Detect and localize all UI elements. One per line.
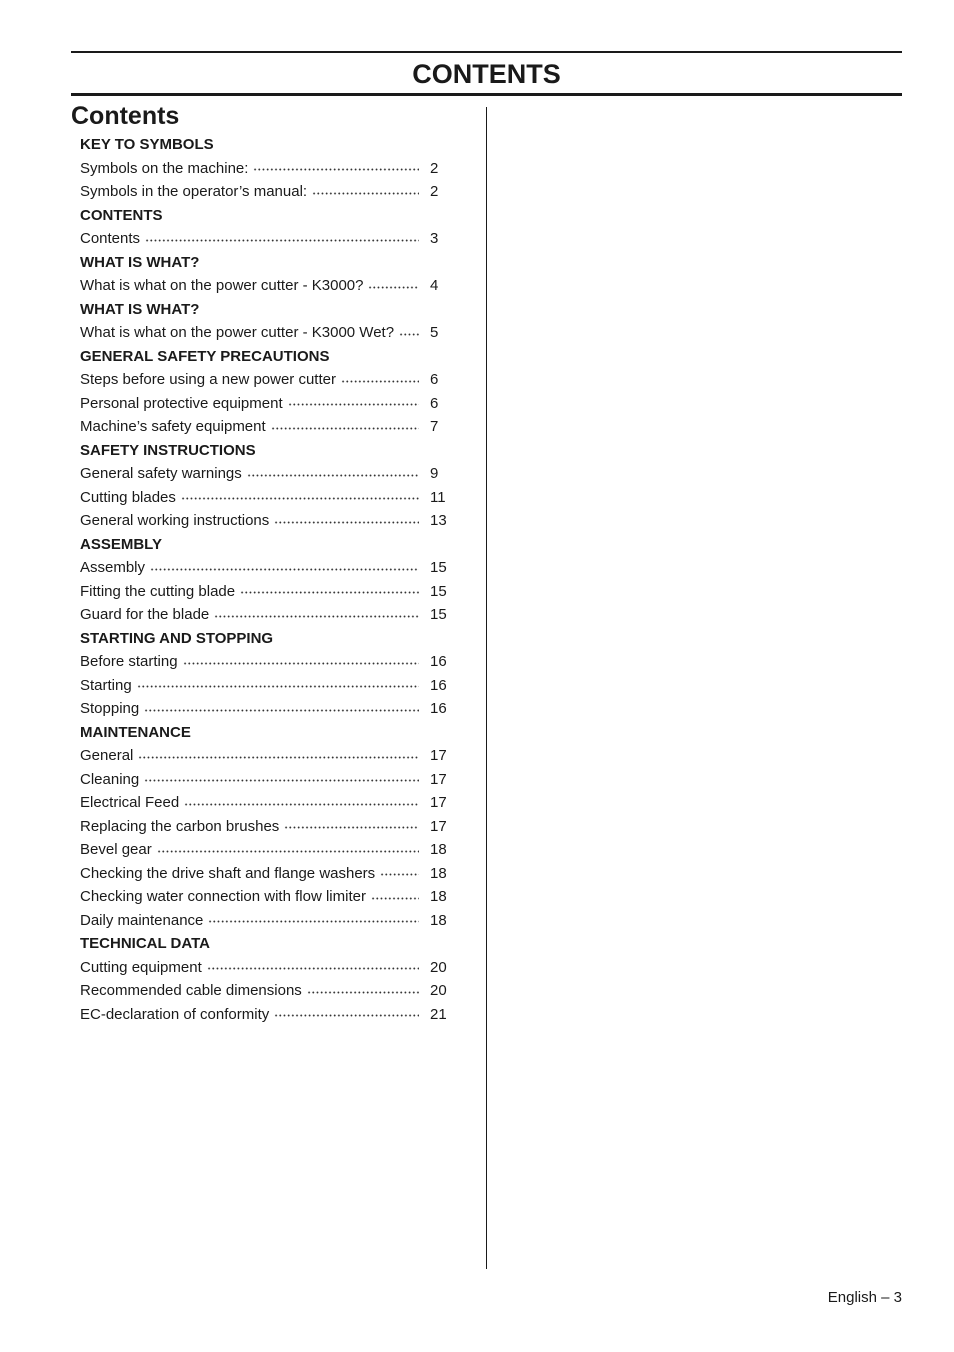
toc-entry[interactable] xyxy=(80,556,460,580)
toc-entry-label: General working instructions xyxy=(80,512,270,530)
toc-entry[interactable] xyxy=(80,392,460,416)
toc-heading: WHAT IS WHAT? xyxy=(80,300,200,318)
toc-heading: KEY TO SYMBOLS xyxy=(80,136,214,153)
toc-heading: MAINTENANCE xyxy=(80,723,191,741)
toc-entry[interactable] xyxy=(80,462,460,486)
toc-entry[interactable] xyxy=(80,956,460,980)
toc-dot-leader xyxy=(368,280,419,295)
toc-entry[interactable] xyxy=(80,838,460,862)
toc-entry-label: Recommended cable dimensions xyxy=(80,982,302,1000)
toc-entry-label: Stopping xyxy=(80,700,140,718)
toc-entry-label: Machine’s safety equipment xyxy=(80,418,266,436)
toc-entry-label: What is what on the power cutter - K3000 Wet? xyxy=(80,324,395,342)
toc-dot-leader xyxy=(274,1008,419,1023)
toc-entry[interactable] xyxy=(80,368,460,392)
toc-page-number: 15 xyxy=(430,606,447,624)
header-bottom-rule xyxy=(71,93,902,96)
toc-entry[interactable] xyxy=(80,909,460,933)
toc-dot-leader xyxy=(247,468,419,483)
page-footer: English – 3 xyxy=(827,1289,902,1306)
toc-entry[interactable] xyxy=(80,744,460,768)
toc-page-number: 18 xyxy=(430,911,447,929)
toc-entry[interactable] xyxy=(80,885,460,909)
toc-entry[interactable] xyxy=(80,321,460,345)
toc-page-number: 6 xyxy=(430,394,439,412)
toc-page-number: 4 xyxy=(430,277,439,295)
toc-entry[interactable] xyxy=(80,862,460,886)
toc-dot-leader xyxy=(208,914,419,929)
toc-page-number: 16 xyxy=(430,653,447,671)
toc-page-number: 17 xyxy=(430,817,447,835)
toc-dot-leader xyxy=(284,820,419,835)
toc-entry-label: Steps before using a new power cutter xyxy=(80,371,336,389)
toc-entry-label: Contents xyxy=(80,230,141,248)
toc-entry-label: Symbols in the operator’s manual: xyxy=(80,183,308,201)
toc-entry-label: Checking the drive shaft and flange washers xyxy=(80,864,376,882)
toc-entry-label: Symbols on the machine: xyxy=(80,159,249,177)
toc-dot-leader xyxy=(341,374,419,389)
toc-heading: ASSEMBLY xyxy=(80,535,162,553)
toc-page-number: 9 xyxy=(430,465,439,483)
toc-entry-label: Daily maintenance xyxy=(80,911,204,929)
toc-page-number: 17 xyxy=(430,747,447,765)
toc-page-number: 2 xyxy=(430,183,439,201)
toc-dot-leader xyxy=(312,186,419,201)
toc-entry-label: Cleaning xyxy=(80,770,140,788)
toc-page-number: 18 xyxy=(430,841,447,859)
toc-dot-leader xyxy=(253,162,419,177)
header-top-rule xyxy=(71,51,902,53)
toc-entry[interactable] xyxy=(80,1003,460,1027)
toc-dot-leader xyxy=(240,585,419,600)
toc-page-number: 2 xyxy=(430,159,439,177)
toc-dot-leader xyxy=(307,985,419,1000)
toc-dot-leader xyxy=(371,891,419,906)
toc-page-number: 18 xyxy=(430,888,447,906)
toc-entry-label: What is what on the power cutter - K3000? xyxy=(80,277,364,295)
toc-page-number: 13 xyxy=(430,512,447,530)
toc-entry[interactable] xyxy=(80,415,460,439)
toc-entry-label: Cutting blades xyxy=(80,488,176,506)
toc-heading: TECHNICAL DATA xyxy=(80,935,210,952)
toc-dot-leader xyxy=(144,773,419,788)
toc-page-number: 3 xyxy=(430,230,439,248)
toc-entry-label: Fitting the cutting blade xyxy=(80,582,236,600)
toc-entry[interactable] xyxy=(80,509,460,533)
toc-entry-label: Before starting xyxy=(80,653,178,671)
toc-entry-label: Personal protective equipment xyxy=(80,394,283,412)
toc-entry[interactable] xyxy=(80,580,460,604)
toc-page-number: 7 xyxy=(430,418,439,436)
toc-dot-leader xyxy=(271,421,419,436)
toc-dot-leader xyxy=(399,327,419,342)
toc-dot-leader xyxy=(138,750,419,765)
toc-heading: SAFETY INSTRUCTIONS xyxy=(80,441,256,459)
toc-page-number: 6 xyxy=(430,371,439,389)
toc-page-number: 16 xyxy=(430,676,447,694)
toc-dot-leader xyxy=(157,844,419,859)
toc-dot-leader xyxy=(274,515,419,530)
toc-page-number: 15 xyxy=(430,582,447,600)
toc-entry[interactable] xyxy=(80,791,460,815)
toc-entry[interactable] xyxy=(80,180,460,204)
section-title: Contents xyxy=(71,102,180,130)
toc-entry-label: Bevel gear xyxy=(80,841,152,859)
toc-entry[interactable] xyxy=(80,697,460,721)
toc-dot-leader xyxy=(150,562,419,577)
toc-dot-leader xyxy=(145,233,419,248)
page-header-title: CONTENTS xyxy=(412,59,561,89)
toc-dot-leader xyxy=(144,703,419,718)
toc-dot-leader xyxy=(181,491,419,506)
toc-page-number: 17 xyxy=(430,794,447,812)
toc-page-number: 17 xyxy=(430,770,447,788)
toc-entry-label: Guard for the blade xyxy=(80,606,210,624)
toc-entry[interactable] xyxy=(80,674,460,698)
toc-heading: CONTENTS xyxy=(80,206,163,224)
toc-entry-label: Electrical Feed xyxy=(80,794,180,812)
toc-dot-leader xyxy=(380,867,419,882)
table-of-contents xyxy=(80,133,460,1026)
toc-heading: STARTING AND STOPPING xyxy=(80,629,274,647)
toc-page-number: 18 xyxy=(430,864,447,882)
toc-entry-label: Starting xyxy=(80,676,132,694)
toc-dot-leader xyxy=(288,397,419,412)
toc-entry[interactable] xyxy=(80,274,460,298)
toc-entry[interactable] xyxy=(80,768,460,792)
toc-page-number: 21 xyxy=(430,1005,447,1023)
toc-entry-label: General xyxy=(80,747,134,765)
toc-entry[interactable] xyxy=(80,157,460,181)
toc-heading: GENERAL SAFETY PRECAUTIONS xyxy=(80,347,330,365)
toc-page-number: 5 xyxy=(430,324,439,342)
column-divider xyxy=(486,107,487,1269)
toc-page-number: 15 xyxy=(430,559,447,577)
toc-entry-label: Replacing the carbon brushes xyxy=(80,817,280,835)
toc-dot-leader xyxy=(137,679,419,694)
toc-dot-leader xyxy=(184,797,419,812)
toc-entry-label: General safety warnings xyxy=(80,465,242,483)
toc-entry[interactable] xyxy=(80,227,460,251)
toc-entry[interactable] xyxy=(80,979,460,1003)
toc-entry[interactable] xyxy=(80,603,460,627)
toc-page-number: 20 xyxy=(430,958,447,976)
toc-entry-label: Checking water connection with flow limiter xyxy=(80,888,366,906)
toc-dot-leader xyxy=(207,961,419,976)
toc-entry[interactable] xyxy=(80,486,460,510)
toc-dot-leader xyxy=(183,656,419,671)
toc-entry-label: Cutting equipment xyxy=(80,958,202,976)
toc-page-number: 20 xyxy=(430,982,447,1000)
toc-heading: WHAT IS WHAT? xyxy=(80,253,200,271)
toc-dot-leader xyxy=(214,609,419,624)
toc-entry[interactable] xyxy=(80,650,460,674)
toc-entry-label: EC-declaration of conformity xyxy=(80,1005,270,1023)
toc-page-number: 16 xyxy=(430,700,447,718)
toc-entry-label: Assembly xyxy=(80,559,146,577)
toc-entry[interactable] xyxy=(80,815,460,839)
toc-page-number: 11 xyxy=(430,488,446,506)
